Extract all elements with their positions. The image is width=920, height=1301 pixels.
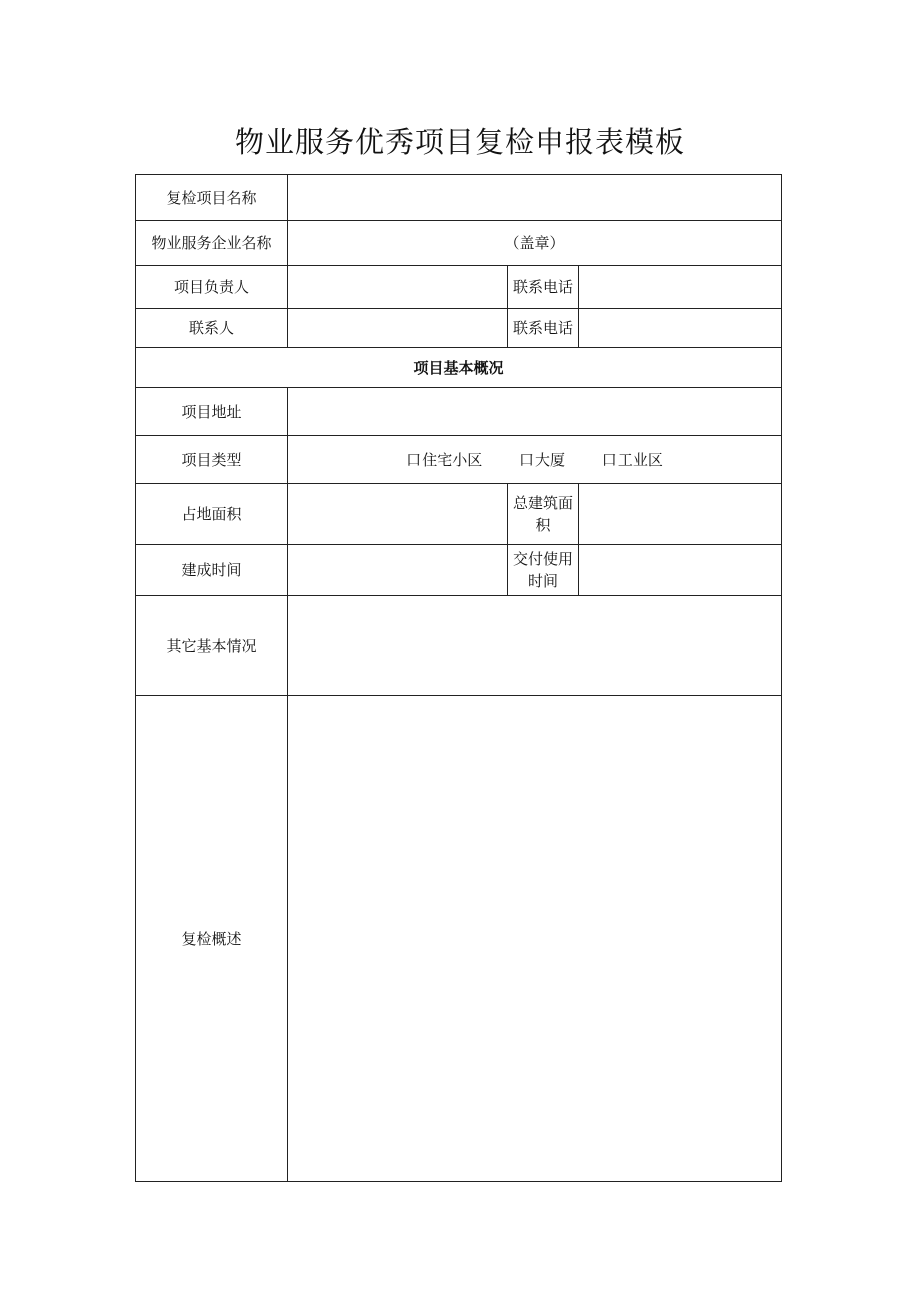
other-info-field[interactable] (288, 596, 782, 696)
option-industrial[interactable] (602, 449, 663, 471)
total-area-label: 总建筑面积 (508, 484, 579, 545)
land-area-label: 占地面积 (136, 484, 288, 545)
land-area-field[interactable] (288, 484, 508, 545)
row-recheck-summary (136, 696, 782, 1182)
manager-field[interactable] (288, 266, 508, 309)
option-building-label: 大厦 (535, 450, 566, 469)
project-name-label: 复检项目名称 (136, 175, 288, 221)
manager-phone-field[interactable] (579, 266, 782, 309)
contact-field[interactable] (288, 309, 508, 348)
page-title: 物业服务优秀项目复检申报表模板 (234, 125, 685, 159)
project-name-field[interactable] (288, 175, 782, 221)
address-field[interactable] (288, 388, 782, 436)
total-area-field[interactable] (579, 484, 782, 545)
build-time-field[interactable] (288, 545, 508, 596)
row-manager (136, 266, 782, 309)
project-type-label: 项目类型 (136, 436, 288, 484)
delivery-time-field[interactable] (579, 545, 782, 596)
recheck-summary-field[interactable] (288, 696, 782, 1182)
row-contact (136, 309, 782, 348)
application-form (135, 174, 782, 1182)
row-other-info (136, 596, 782, 696)
project-type-options (288, 436, 782, 484)
checkbox-icon[interactable]: 口 (601, 450, 617, 469)
row-build-time (136, 545, 782, 596)
manager-label: 项目负责人 (136, 266, 288, 309)
manager-phone-label: 联系电话 (508, 266, 579, 309)
contact-label: 联系人 (136, 309, 288, 348)
option-building[interactable] (519, 449, 565, 471)
row-section-header (136, 348, 782, 388)
option-residential[interactable] (406, 449, 482, 471)
checkbox-icon[interactable]: 口 (406, 450, 422, 469)
row-project-type (136, 436, 782, 484)
build-time-label: 建成时间 (136, 545, 288, 596)
row-land-area (136, 484, 782, 545)
row-company-name (136, 221, 782, 266)
recheck-summary-label: 复检概述 (136, 696, 288, 1182)
checkbox-icon[interactable]: 口 (518, 450, 534, 469)
contact-phone-label: 联系电话 (508, 309, 579, 348)
option-industrial-label: 工业区 (617, 450, 663, 469)
address-label: 项目地址 (136, 388, 288, 436)
company-name-field[interactable]: （盖章） (288, 221, 782, 266)
other-info-label: 其它基本情况 (136, 596, 288, 696)
contact-phone-field[interactable] (579, 309, 782, 348)
delivery-time-label: 交付使用时间 (508, 545, 579, 596)
option-residential-label: 住宅小区 (422, 450, 483, 469)
company-name-label: 物业服务企业名称 (136, 221, 288, 266)
row-address (136, 388, 782, 436)
row-project-name (136, 175, 782, 221)
section-header: 项目基本概况 (136, 348, 782, 388)
